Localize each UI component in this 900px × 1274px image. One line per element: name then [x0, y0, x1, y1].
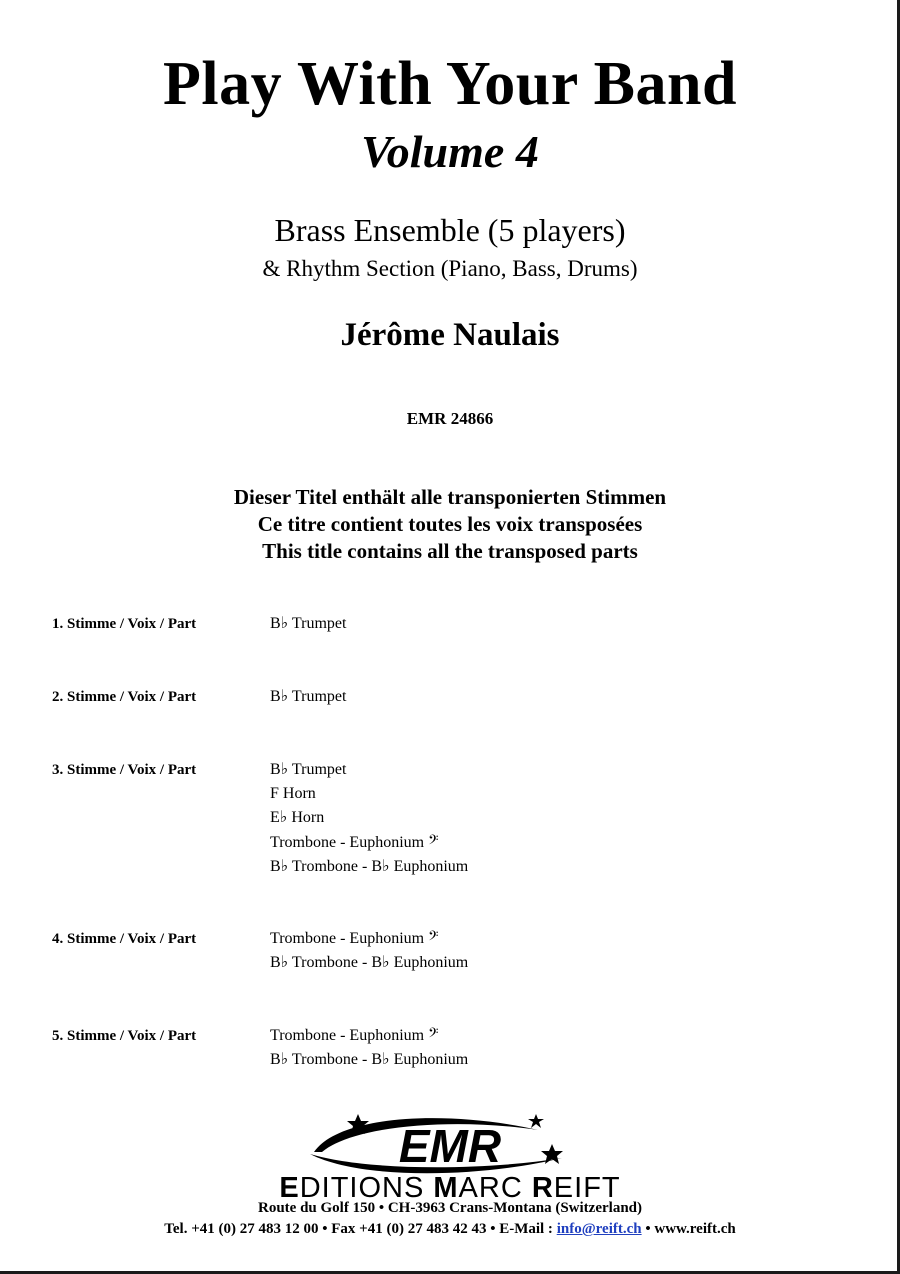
- email-link[interactable]: info@reift.ch: [556, 1221, 642, 1237]
- publisher-name-part: ARC: [458, 1172, 532, 1204]
- contact-website: • www.reift.ch: [641, 1221, 736, 1237]
- part-5-instruments: [270, 1024, 468, 1072]
- catalog-number: EMR 24866: [406, 409, 494, 428]
- part-3-label: 3. Stimme / Voix / Part: [52, 762, 197, 778]
- part-5-label: 5. Stimme / Voix / Part: [52, 1028, 197, 1044]
- instrument-item: B♭ Trombone - B♭ Euphonium: [270, 954, 469, 972]
- publisher-name-part: DITIONS: [299, 1172, 434, 1204]
- instrument-item: B♭ Trombone - B♭ Euphonium: [270, 1051, 469, 1069]
- logo-text: EMR: [398, 1120, 502, 1172]
- part-4-label: 4. Stimme / Voix / Part: [52, 931, 197, 947]
- notice-french: Ce titre contient toutes les voix transposées: [257, 512, 643, 536]
- publisher-contact: [0, 1219, 900, 1239]
- contact-phone-fax: Tel. +41 (0) 27 483 12 00 • Fax +41 (0) 27 483 42 43 • E-Mail :: [164, 1221, 557, 1237]
- part-2-instruments: [270, 685, 346, 709]
- composer-name: Jérôme Naulais: [340, 317, 560, 353]
- volume-subtitle: Volume 4: [361, 126, 539, 177]
- ensemble-line: Brass Ensemble (5 players): [274, 212, 626, 248]
- part-1-label: 1. Stimme / Voix / Part: [52, 616, 197, 632]
- instrument-item: B♭ Trumpet: [270, 688, 347, 705]
- instrument-item: B♭ Trumpet: [270, 615, 347, 632]
- instrument-item: B♭ Trombone - B♭ Euphonium: [270, 857, 469, 875]
- instrument-item: E♭ Horn: [270, 809, 325, 827]
- publisher-name-part: R: [531, 1172, 554, 1204]
- part-2-label: 2. Stimme / Voix / Part: [52, 689, 197, 705]
- instrument-item: Trombone - Euphonium 𝄢: [270, 1027, 439, 1044]
- transposed-parts-notice: [0, 484, 900, 565]
- notice-german: Dieser Titel enthält alle transponierten Stimmen: [233, 485, 667, 509]
- part-4-instruments: [270, 927, 468, 975]
- emr-logo: [300, 1108, 600, 1180]
- instrument-item: B♭ Trumpet: [270, 761, 347, 778]
- rhythm-section-line: & Rhythm Section (Piano, Bass, Drums): [262, 256, 638, 281]
- page-title: Play With Your Band: [162, 50, 737, 118]
- publisher-address: Route du Golf 150 • CH-3963 Crans-Montana (Switzerland): [258, 1200, 642, 1216]
- publisher-name-part: E: [279, 1172, 300, 1204]
- instrument-item: Trombone - Euphonium 𝄢: [270, 833, 439, 851]
- instrument-item: Trombone - Euphonium 𝄢: [270, 930, 439, 947]
- part-1-instruments: [270, 612, 346, 636]
- publisher-name-part: M: [433, 1172, 459, 1204]
- notice-english: This title contains all the transposed parts: [262, 539, 638, 563]
- publisher-name-part: EIFT: [553, 1172, 621, 1204]
- instrument-item: F Horn: [270, 785, 316, 803]
- part-3-instruments: [270, 758, 468, 879]
